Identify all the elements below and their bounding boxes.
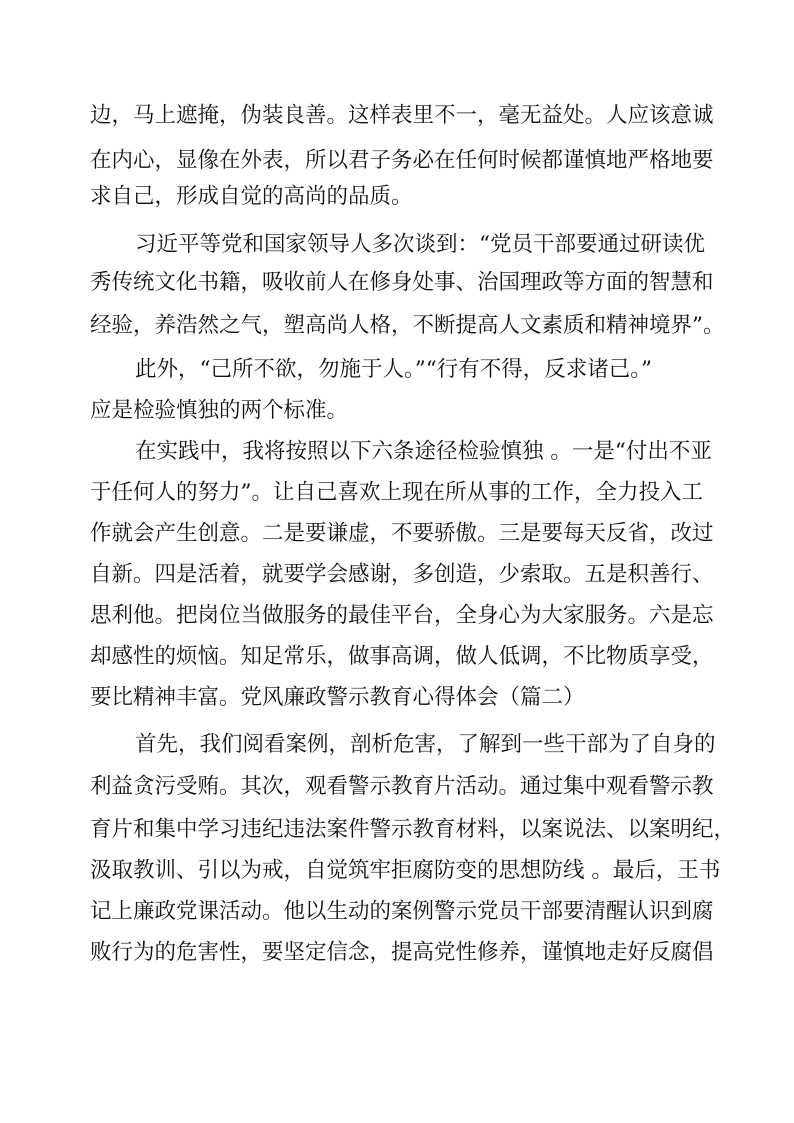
text-line-5: 秀传统文化书籍，吸收前人在修身处事、治国理政等方面的智慧和 [90,270,714,295]
text-line-12: 自新。四是活着，就要学会感谢，多创造，少索取。五是积善行、 [90,562,714,587]
text-line-6: 经验，养浩然之气，塑高尚人格，不断提高人文素质和精神境界”。 [90,313,725,338]
text-line-7: 此外，“己所不欲，勿施于人。”“行有不得，反求诸己。” [135,357,652,382]
text-line-3: 求自己，形成自觉的高尚的品质。 [90,184,413,209]
text-line-16: 首先，我们阅看案例，剖析危害，了解到一些干部为了自身的 [135,732,716,757]
text-line-20: 记上廉政党课活动。他以生动的案例警示党员干部要清醒认识到腐 [90,899,714,924]
text-line-4: 习近平等党和国家领导人多次谈到：“党员干部要通过研读优 [135,232,705,257]
text-line-8: 应是检验慎独的两个标准。 [90,398,349,423]
text-line-9: 在实践中，我将按照以下六条途径检验慎独 。一是“付出不亚 [135,439,712,464]
text-line-10: 于任何人的努力”。让自己喜欢上现在所从事的工作，全力投入工 [90,480,703,505]
text-line-19: 汲取教训、引以为戒，自觉筑牢拒腐防变的思想防线 。最后，王书 [90,858,721,883]
text-line-17: 利益贪污受贿。其次，观看警示教育片活动。通过集中观看警示教 [90,774,714,799]
text-line-14: 却感性的烦恼。知足常乐，做事高调，做人低调，不比物质享受， [90,644,714,669]
text-line-15: 要比精神丰富。党风廉政警示教育心得体会（篇二） [90,685,585,710]
text-line-2: 在内心，显像在外表，所以君子务必在任何时候都谨慎地严格地要 [90,148,714,173]
text-line-18: 育片和集中学习违纪违法案件警示教育材料，以案说法、以案明纪， [90,817,736,842]
text-line-13: 思利他。把岗位当做服务的最佳平台，全身心为大家服务。六是忘 [90,603,714,628]
text-line-11: 作就会产生创意。二是要谦虚，不要骄傲。三是要每天反省，改过 [90,521,714,546]
text-line-21: 败行为的危害性，要坚定信念，提高党性修养，谨慎地走好反腐倡 [90,940,714,965]
text-line-1: 边，马上遮掩，伪装良善。这样表里不一，毫无益处。人应该意诚 [90,103,714,128]
